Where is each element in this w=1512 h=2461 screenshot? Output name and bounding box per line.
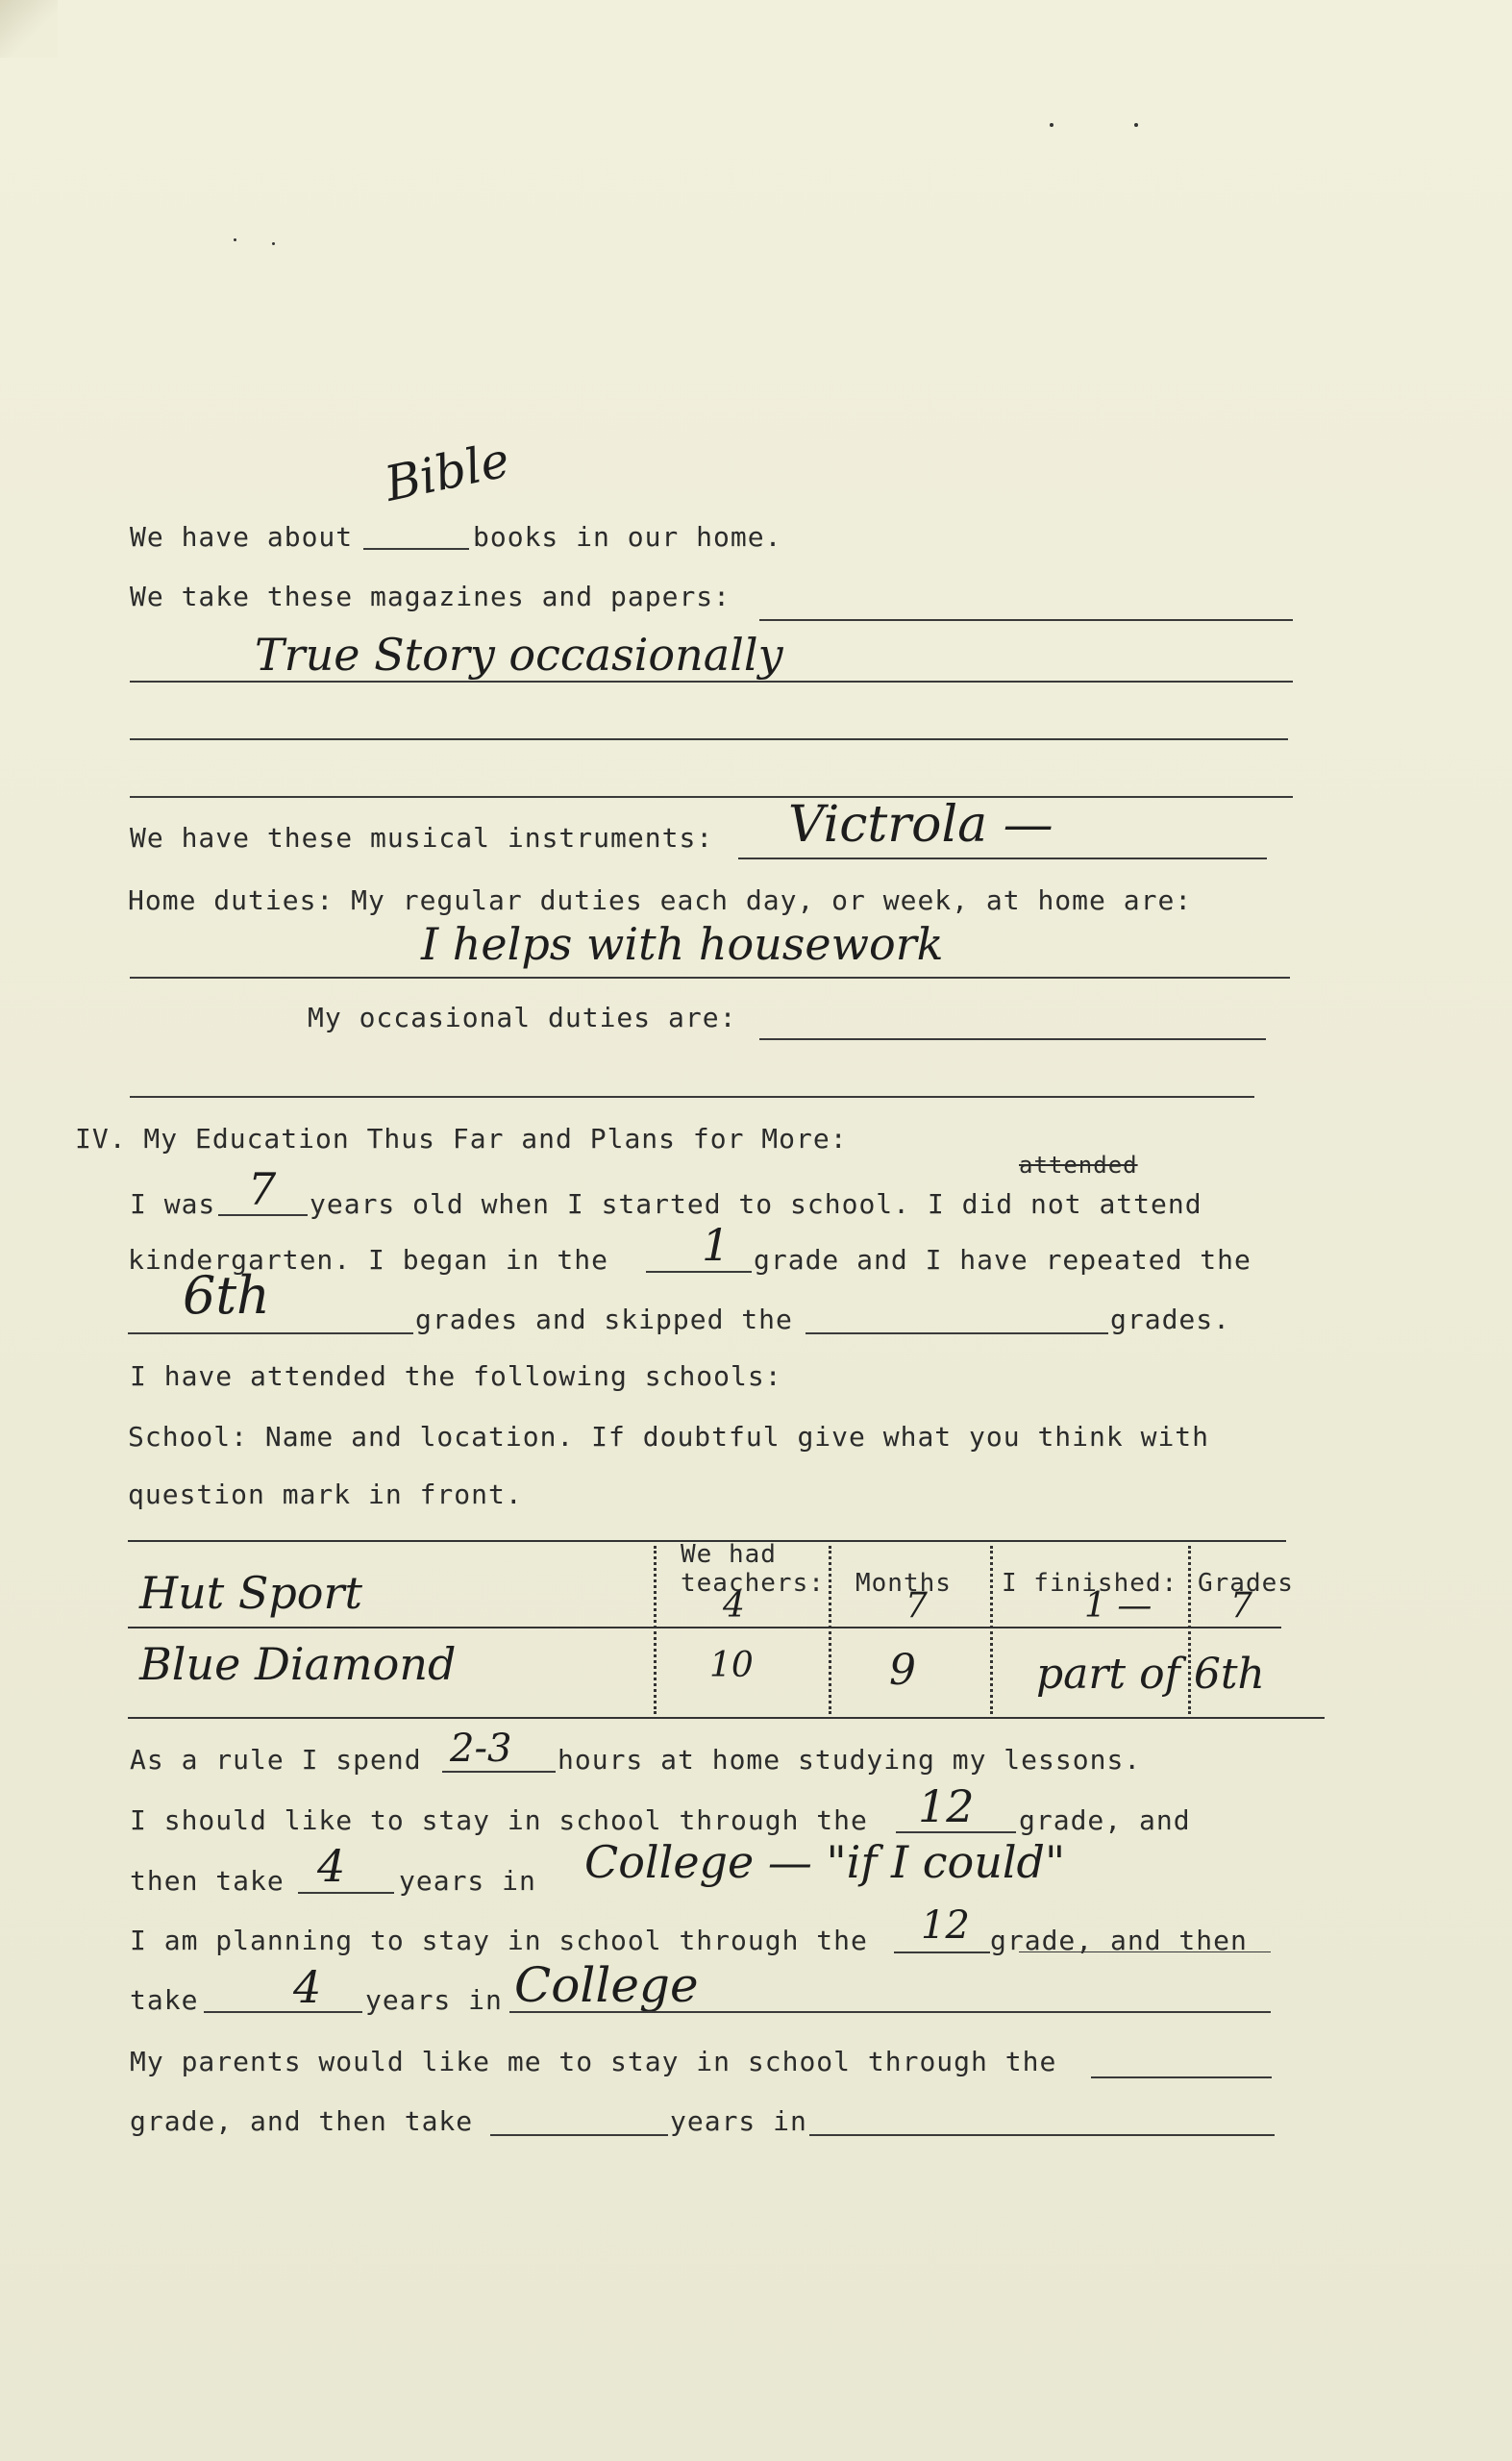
table-row-line [128,1627,1281,1628]
books-answer: Bible [380,432,514,512]
study-hours-blank[interactable] [442,1771,556,1773]
parents-line2-a: grade, and then take [130,2105,474,2137]
like-years-in: years in [399,1865,536,1897]
table-divider [829,1546,831,1714]
occasional-blank[interactable] [759,1038,1266,1040]
school-name: Hut Sport [139,1567,362,1619]
school-months: 7 [905,1586,928,1626]
like-grade-blank[interactable] [896,1831,1016,1833]
plan-where: College [514,1957,699,2013]
like-where: College — "if I could" [584,1836,1066,1888]
like-years: 4 [317,1840,346,1892]
school-instructions-1: School: Name and location. If doubtful give what you think with [128,1421,1210,1453]
started-age: 7 [248,1163,277,1215]
books-suffix: books in our home. [473,521,782,553]
school-grades: 7 [1230,1586,1252,1626]
magazines-blank[interactable] [759,619,1293,621]
books-prefix: We have about [130,521,354,553]
home-duties-label: Home duties: My regular duties each day, or week, at home are: [128,884,1193,916]
study-hours: 2-3 [450,1727,512,1771]
finished-header: I finished: [1002,1569,1178,1598]
books-blank[interactable] [363,548,469,550]
like-prefix: I should like to stay in school through the [130,1804,868,1836]
speck [1050,123,1053,127]
magazines-line-4[interactable] [130,796,1293,798]
study-suffix: hours at home studying my lessons. [558,1744,1142,1776]
magazines-line-2[interactable] [130,681,1293,683]
began-grade-blank[interactable] [646,1271,752,1273]
plan-suffix: grade, and then [990,1925,1248,1956]
plan-where-blank[interactable] [509,2011,1271,2013]
occasional-label: My occasional duties are: [308,1002,737,1033]
speck [1134,123,1138,127]
started-suffix: years old when I started to school. I did not attend [310,1188,1202,1220]
speck [234,238,236,241]
grades-header: Grades [1198,1569,1294,1598]
skipped-grade-blank[interactable] [806,1332,1108,1334]
attended-schools: I have attended the following schools: [130,1360,782,1392]
plan-prefix: I am planning to stay in school through the [130,1925,868,1956]
repeated-grade-blank[interactable] [128,1332,413,1334]
magazines-label: We take these magazines and papers: [130,581,731,612]
plan-take: take [130,1984,199,2016]
magazines-answer: True Story occasionally [255,629,783,681]
parents-years-blank[interactable] [490,2134,668,2136]
parents-line: My parents would like me to stay in school through the [130,2046,1057,2077]
months-header: Months [855,1569,952,1598]
school-name: Blue Diamond [139,1638,457,1690]
started-prefix: I was [130,1188,216,1220]
like-suffix: grade, and [1019,1804,1191,1836]
parents-where-blank[interactable] [809,2134,1275,2136]
parents-line2-b: years in [670,2105,807,2137]
plan-grade: 12 [921,1903,970,1948]
like-then: then take [130,1865,285,1897]
table-divider [654,1546,657,1714]
like-years-blank[interactable] [298,1892,394,1894]
school-teachers: 10 [709,1646,754,1685]
plan-years: 4 [293,1961,322,2013]
struck-word: attended [1019,1152,1138,1179]
regular-duties-line[interactable] [130,977,1290,979]
plan-end-blank[interactable] [1019,1951,1271,1952]
began-grade: 1 [702,1219,731,1271]
instruments-label: We have these musical instruments: [130,822,714,854]
study-prefix: As a rule I spend [130,1744,422,1776]
grades-end: grades. [1110,1304,1231,1335]
teachers-header-1: We had [681,1540,777,1569]
kinder-suffix: grade and I have repeated the [754,1244,1252,1276]
magazines-line-3[interactable] [130,738,1288,740]
grades-skipped-mid: grades and skipped the [415,1304,793,1335]
plan-years-in: years in [365,1984,503,2016]
occasional-line-2[interactable] [130,1096,1254,1098]
section-title: IV. My Education Thus Far and Plans for More: [75,1123,848,1155]
parents-grade-blank[interactable] [1091,2076,1272,2078]
started-age-blank[interactable] [218,1214,308,1216]
repeated-grade: 6th [183,1265,270,1326]
teachers-header-2: teachers: [681,1569,825,1598]
speck [272,242,275,245]
like-grade: 12 [918,1780,975,1832]
kinder-prefix: kindergarten. I began in the [128,1244,609,1276]
school-finished: part of 6th [1036,1650,1265,1699]
instruments-answer: Victrola — [788,796,1053,854]
table-divider [990,1546,993,1714]
plan-grade-blank[interactable] [894,1951,990,1953]
school-instructions-2: question mark in front. [128,1479,523,1510]
regular-duties-answer: I helps with housework [421,918,944,970]
plan-years-blank[interactable] [204,2011,362,2013]
school-teachers: 4 [723,1586,745,1626]
table-bottom-line [128,1717,1325,1719]
page-corner [0,0,58,58]
school-months: 9 [889,1646,916,1695]
school-finished: 1 — [1084,1586,1153,1626]
instruments-blank[interactable] [738,858,1267,859]
